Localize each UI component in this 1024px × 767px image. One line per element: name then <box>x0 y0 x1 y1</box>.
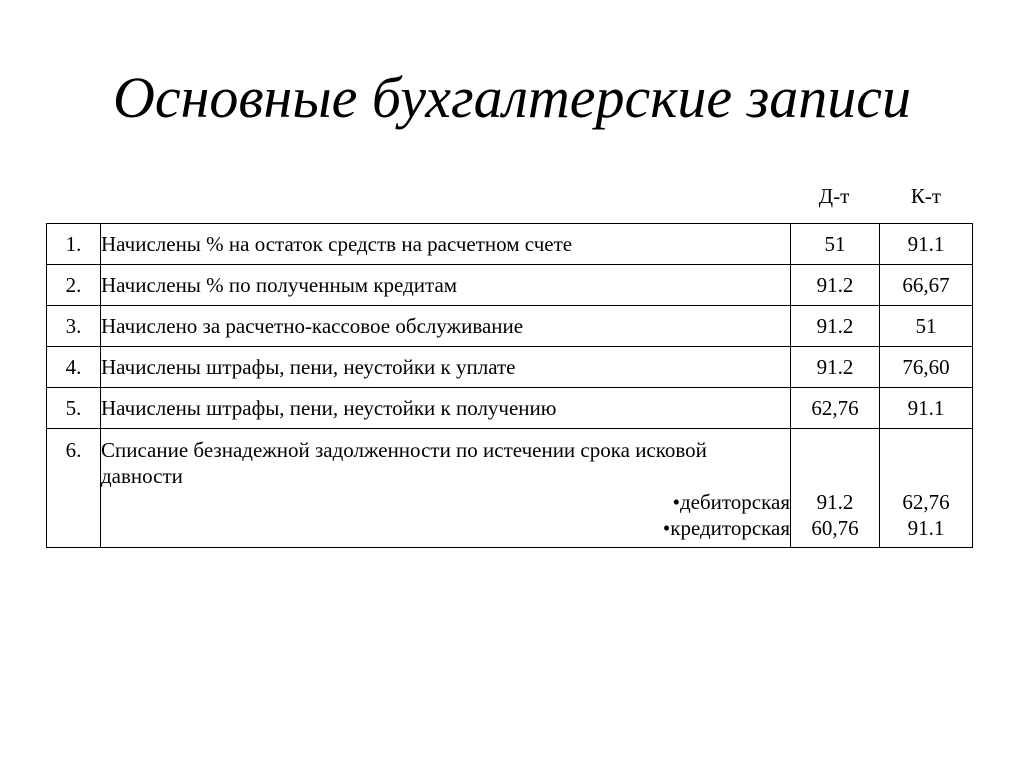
sub-item-receivable-debit: 91.2 <box>816 490 854 514</box>
sub-item-receivable-label: •дебиторская <box>672 490 790 514</box>
table-row <box>47 429 973 548</box>
row-description-cell <box>101 429 791 548</box>
table-row <box>47 347 973 388</box>
row-description: Начислены штрафы, пени, неустойки к уплате <box>101 347 791 388</box>
row-number: 6. <box>47 429 101 548</box>
credit-column-header: К-т <box>910 184 942 208</box>
table-row <box>47 265 973 306</box>
table-row <box>47 224 973 265</box>
row-debit: 91.2 <box>791 306 880 347</box>
row-description: Начислены штрафы, пени, неустойки к получению <box>101 388 791 429</box>
row-number: 5. <box>47 388 101 429</box>
row-credit: 51 <box>880 306 973 347</box>
ledger-table <box>46 223 973 548</box>
row-credit: 91.1 <box>880 224 973 265</box>
row-credit: 91.1 <box>880 388 973 429</box>
sub-item-payable-credit: 91.1 <box>907 516 945 540</box>
row-description: Списание безнадежной задолженности по истечении срока исковой давности <box>101 438 707 488</box>
sub-item-receivable-credit: 62,76 <box>902 490 950 514</box>
row-description: Начислены % на остаток средств на расчетном счете <box>101 224 791 265</box>
row-number: 1. <box>47 224 101 265</box>
row-credit: 66,67 <box>880 265 973 306</box>
column-headers <box>0 180 1024 214</box>
row-description: Начислено за расчетно-кассовое обслуживание <box>101 306 791 347</box>
row-number: 4. <box>47 347 101 388</box>
debit-column-header: Д-т <box>818 184 850 208</box>
slide-title: Основные бухгалтерские записи <box>112 65 912 130</box>
row-debit: 91.2 <box>791 265 880 306</box>
row-debit-cell <box>791 429 880 548</box>
table-row <box>47 306 973 347</box>
row-description: Начислены % по полученным кредитам <box>101 265 791 306</box>
table-row <box>47 388 973 429</box>
sub-item-payable-label: •кредиторская <box>662 516 790 540</box>
row-number: 3. <box>47 306 101 347</box>
row-credit: 76,60 <box>880 347 973 388</box>
sub-item-payable-debit: 60,76 <box>811 516 859 540</box>
row-debit: 62,76 <box>791 388 880 429</box>
row-debit: 91.2 <box>791 347 880 388</box>
row-debit: 51 <box>791 224 880 265</box>
row-credit-cell <box>880 429 973 548</box>
row-number: 2. <box>47 265 101 306</box>
